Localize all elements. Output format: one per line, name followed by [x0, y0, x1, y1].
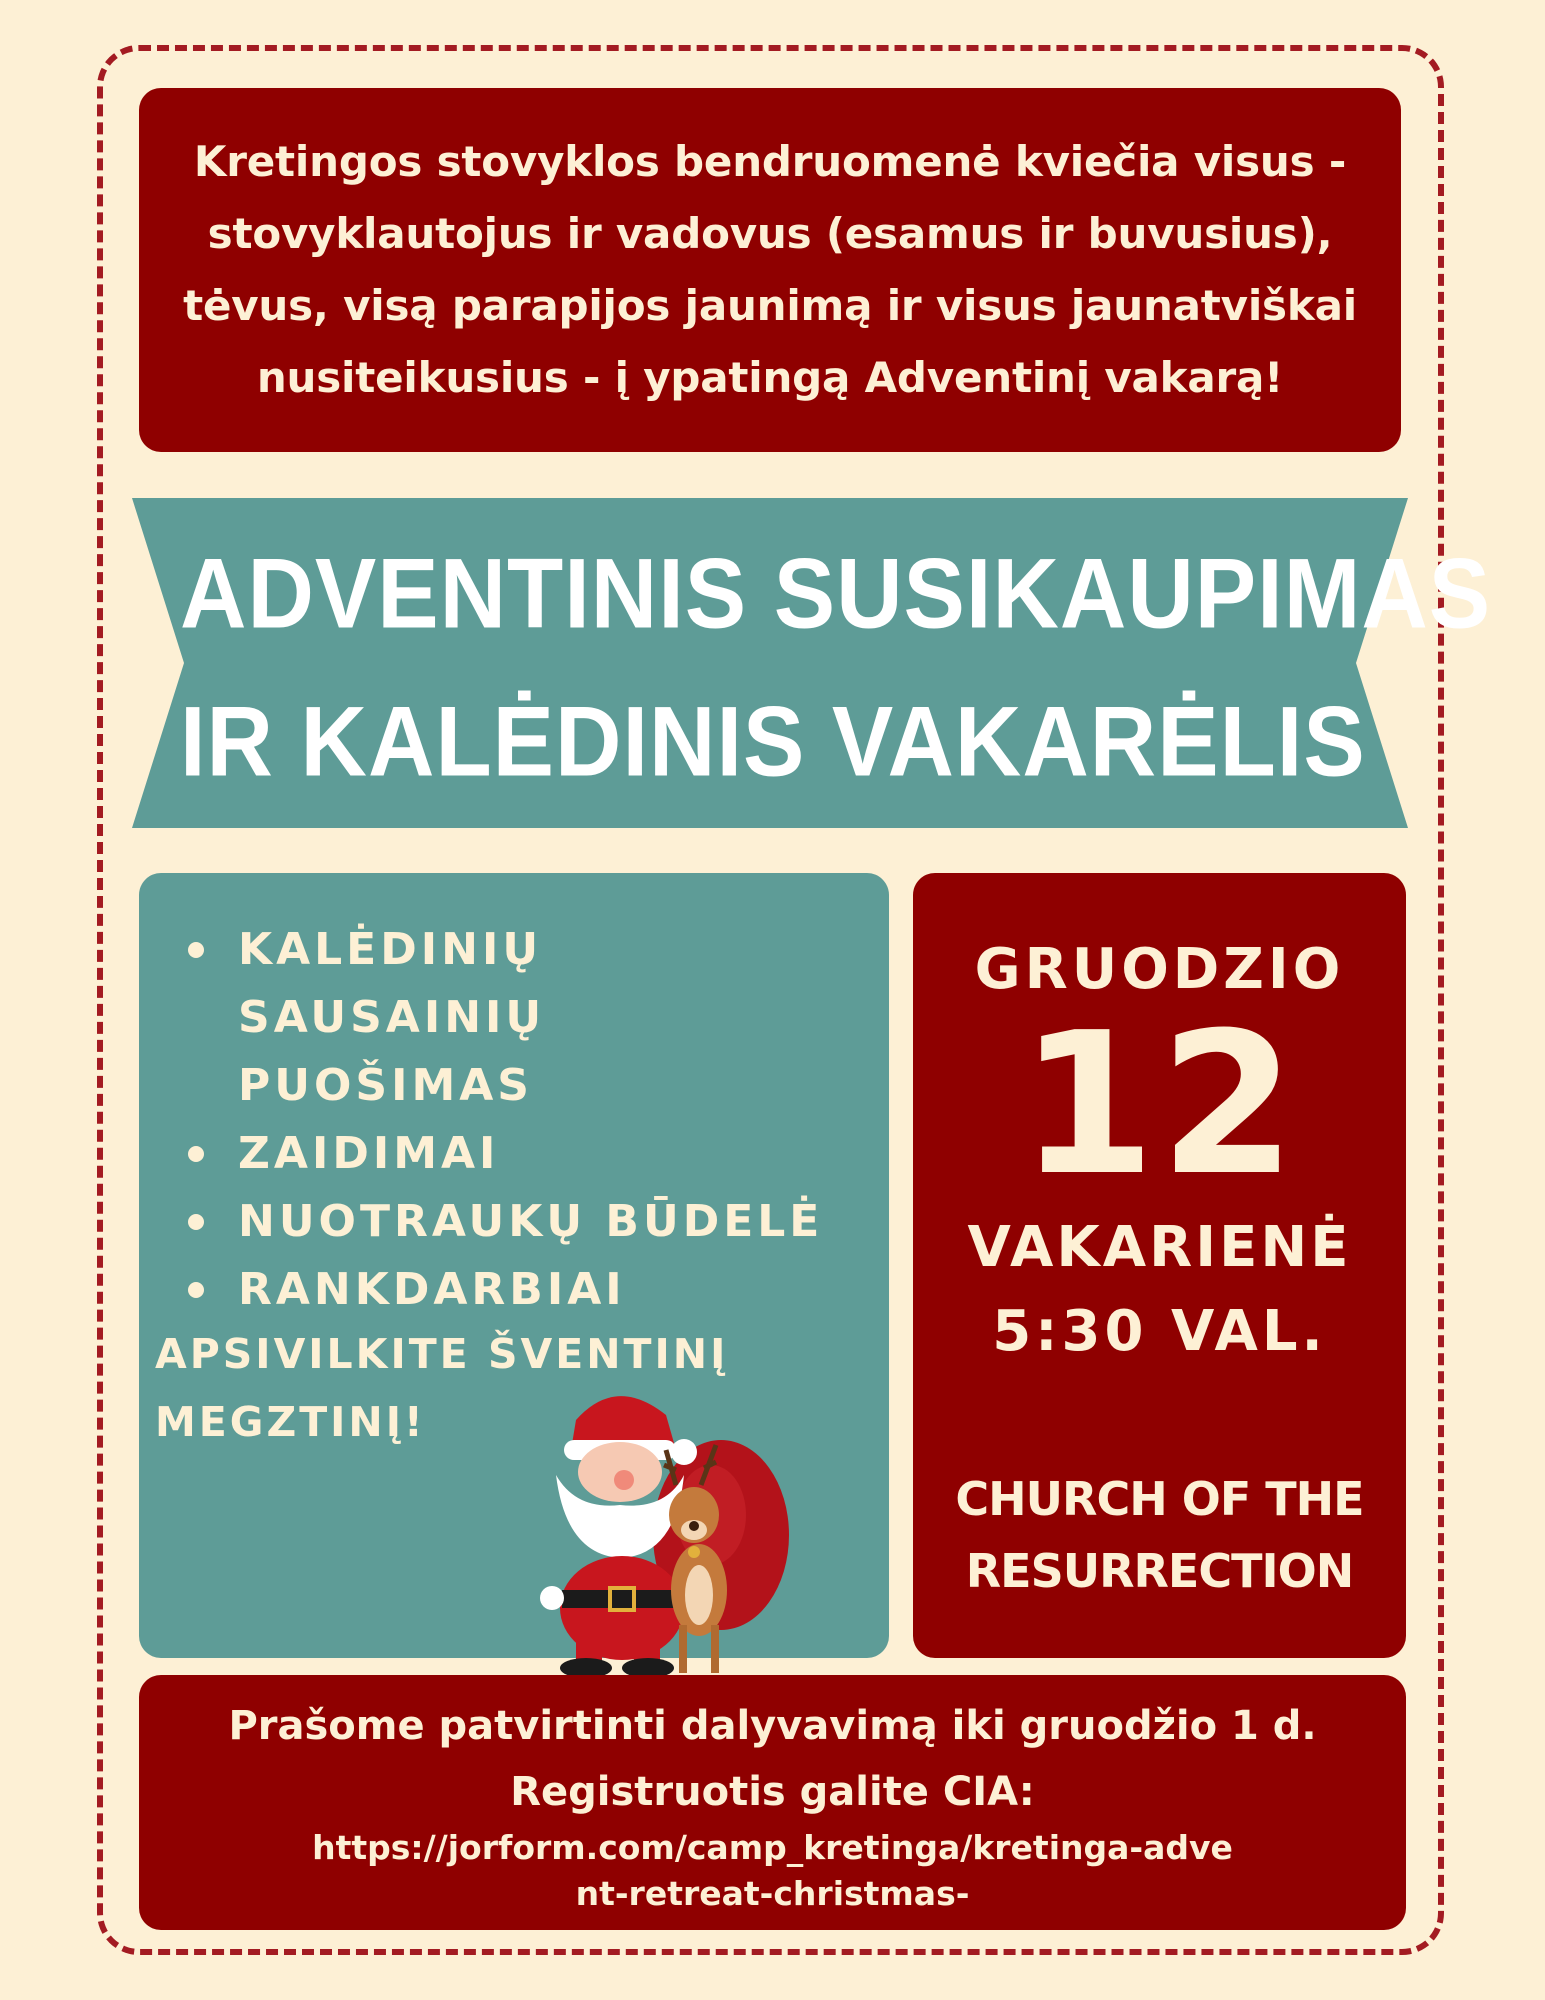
- santa-reindeer-illustration: [516, 1380, 806, 1680]
- bullet-icon: [188, 1282, 204, 1298]
- activity-item: ZAIDIMAI: [186, 1120, 846, 1188]
- invitation-box: [139, 88, 1401, 452]
- event-title-line-1: ADVENTINIS SUSIKAUPIMAS: [180, 538, 1492, 650]
- dinner-label: VAKARIENĖ: [967, 1215, 1352, 1280]
- dress-code-note: APSIVILKITE ŠVENTINĮ MEGZTINĮ!: [155, 1330, 729, 1446]
- event-title-line-2: IR KALĖDINIS VAKARĖLIS: [180, 686, 1366, 798]
- event-month: GRUODZIO: [974, 937, 1345, 1002]
- event-venue: CHURCH OF THE RESURRECTION: [955, 1472, 1364, 1598]
- activity-item: KALĖDINIŲ SAUSAINIŲ PUOŠIMAS: [186, 916, 846, 1120]
- registration-label: Registruotis galite CIA:: [510, 1769, 1035, 1815]
- invitation-text: Kretingos stovyklos bendruomenė kviečia visus - stovyklautojus ir vadovus (esamus ir buvusius), tėvus, visą parapijos jaunimą ir visus jaunatviškai nusiteikusius - į ypatingą Adventinį vakarą!: [183, 137, 1357, 402]
- rsvp-deadline: Prašome patvirtinti dalyvavimą iki gruodžio 1 d.: [228, 1703, 1317, 1749]
- activity-item: NUOTRAUKŲ BŪDELĖ: [186, 1188, 846, 1256]
- event-day: 12: [1019, 991, 1300, 1219]
- event-details-box: [913, 873, 1406, 1658]
- bullet-icon: [188, 1146, 204, 1162]
- event-time: 5:30 VAL.: [992, 1299, 1327, 1364]
- activities-list: [186, 916, 846, 1324]
- event-title: [180, 520, 1492, 816]
- bullet-icon: [188, 942, 204, 958]
- activity-item: RANKDARBIAI: [186, 1256, 846, 1324]
- registration-box: [139, 1675, 1406, 1930]
- registration-link[interactable]: https://jorform.com/camp_kretinga/kretinga-advent-retreat-christmas-: [312, 1828, 1233, 1913]
- bullet-icon: [188, 1214, 204, 1230]
